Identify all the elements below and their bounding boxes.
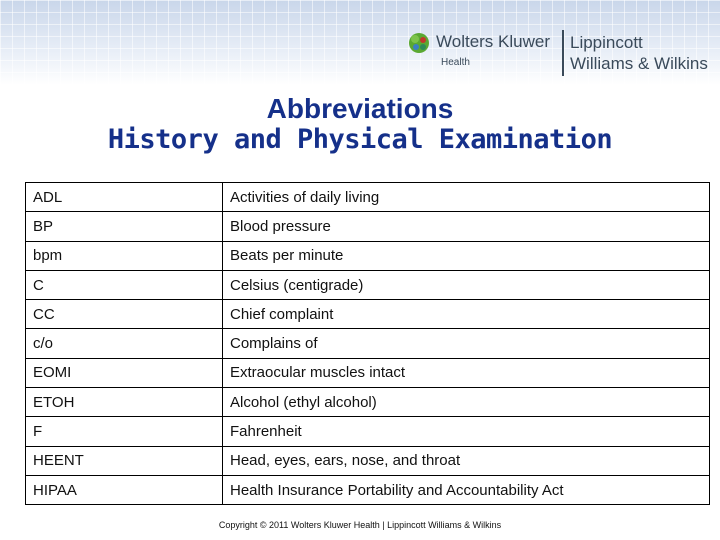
abbreviation-cell: ADL — [26, 183, 223, 212]
publisher-logo — [408, 30, 718, 78]
abbreviation-cell: CC — [26, 300, 223, 329]
meaning-cell: Extraocular muscles intact — [223, 358, 710, 387]
abbreviation-cell: ETOH — [26, 388, 223, 417]
abbreviation-cell: F — [26, 417, 223, 446]
meaning-cell: Activities of daily living — [223, 183, 710, 212]
abbreviation-cell: HEENT — [26, 446, 223, 475]
table-row — [26, 183, 710, 212]
abbreviation-cell: C — [26, 270, 223, 299]
table-row — [26, 212, 710, 241]
table-row — [26, 358, 710, 387]
slide-title: Abbreviations — [266, 93, 454, 124]
slide-subtitle: History and Physical Examination — [107, 124, 613, 155]
table-row — [26, 241, 710, 270]
meaning-cell: Complains of — [223, 329, 710, 358]
meaning-cell: Celsius (centigrade) — [223, 270, 710, 299]
header-band — [0, 0, 720, 85]
table-row — [26, 270, 710, 299]
meaning-cell: Beats per minute — [223, 241, 710, 270]
table-row — [26, 446, 710, 475]
meaning-cell: Alcohol (ethyl alcohol) — [223, 388, 710, 417]
abbreviation-cell: bpm — [26, 241, 223, 270]
copyright-footer: Copyright © 2011 Wolters Kluwer Health | Lippincott Williams & Wilkins — [218, 520, 502, 530]
abbreviations-table — [25, 182, 710, 505]
abbreviation-cell: HIPAA — [26, 475, 223, 504]
logo-wolters-kluwer: Wolters Kluwer — [436, 32, 550, 51]
table-row — [26, 388, 710, 417]
table-row — [26, 329, 710, 358]
table-row — [26, 300, 710, 329]
meaning-cell: Fahrenheit — [223, 417, 710, 446]
table-row — [26, 475, 710, 504]
logo-williams-wilkins: Williams & Wilkins — [570, 54, 708, 73]
globe-logo-icon — [408, 32, 430, 54]
abbreviation-cell: EOMI — [26, 358, 223, 387]
meaning-cell: Chief complaint — [223, 300, 710, 329]
abbreviation-cell: BP — [26, 212, 223, 241]
abbreviation-cell: c/o — [26, 329, 223, 358]
meaning-cell: Blood pressure — [223, 212, 710, 241]
logo-health: Health — [441, 57, 470, 68]
meaning-cell: Health Insurance Portability and Accountability Act — [223, 475, 710, 504]
logo-divider — [562, 30, 564, 76]
table-row — [26, 417, 710, 446]
meaning-cell: Head, eyes, ears, nose, and throat — [223, 446, 710, 475]
logo-lippincott: Lippincott — [570, 33, 643, 52]
